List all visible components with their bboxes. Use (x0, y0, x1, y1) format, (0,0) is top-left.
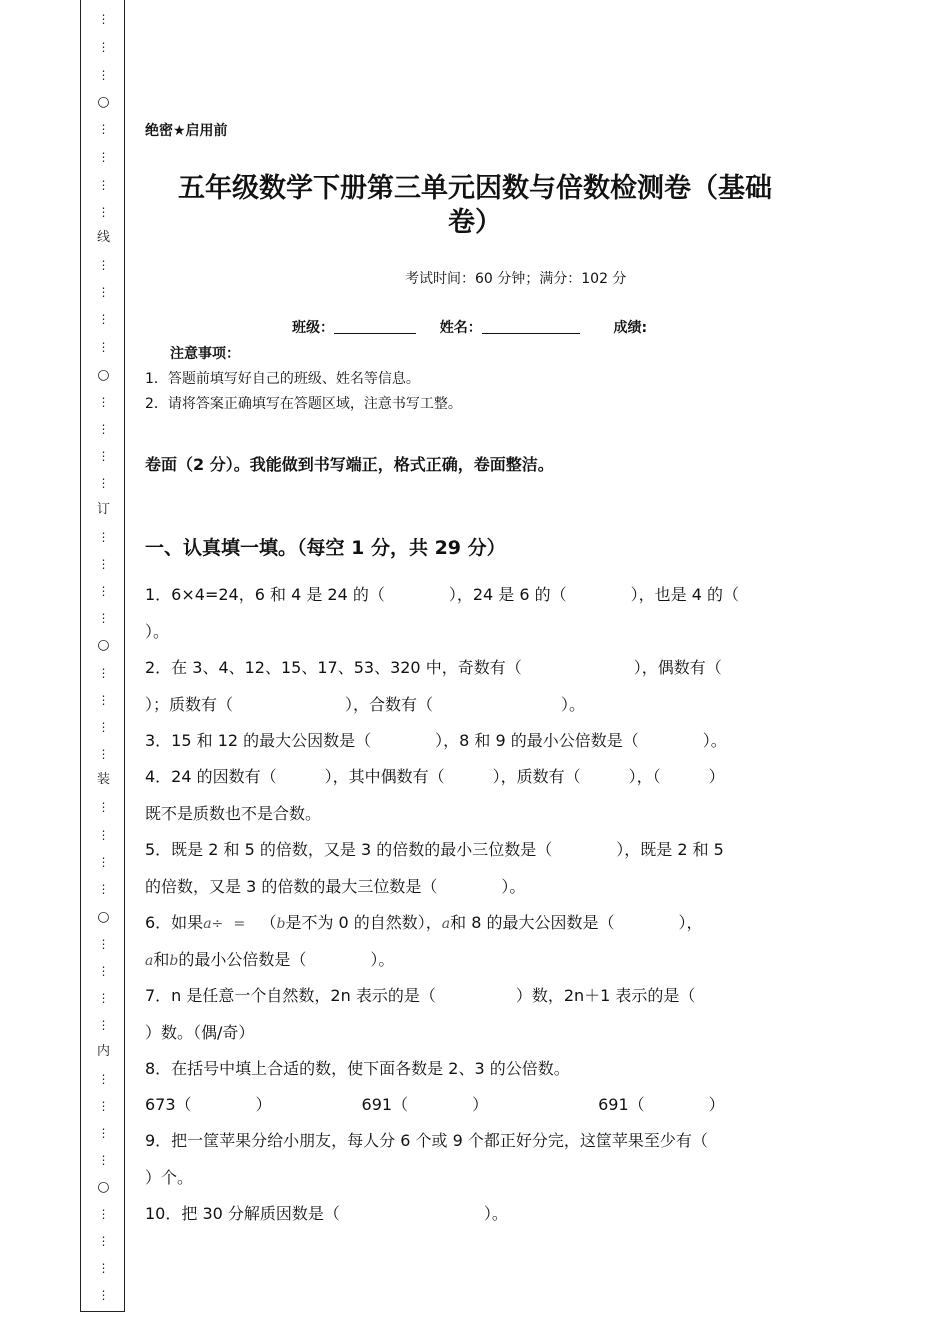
q6-text-a: 6．如果 (145, 913, 204, 932)
page-title (150, 172, 800, 240)
binding-circle: ○ (97, 909, 110, 925)
binding-dots: ⋮ (97, 476, 110, 490)
q6-text-c: 是不为 0 的自然数）， (285, 913, 442, 932)
question-1-line-1: 1．6×4=24，6 和 4 是 24 的（ ），24 是 6 的（ ），也是 4 的（ (145, 585, 740, 604)
notes-title: 注意事项： (170, 346, 240, 362)
binding-dots: ⋮ (97, 285, 110, 299)
q6-text-d: 和 8 的最大公因数是（ ）， (450, 913, 703, 932)
q8-item-691-b: 691（ ） (598, 1095, 725, 1114)
binding-dots: ⋮ (97, 693, 110, 707)
binding-dots: ⋮ (97, 258, 110, 272)
question-6-line-1 (145, 905, 800, 942)
binding-dots: ⋮ (97, 395, 110, 409)
var-b: b (169, 953, 179, 969)
var-b: b (276, 916, 286, 932)
question-7-line-2: ）数。（偶/奇） (145, 1023, 255, 1042)
binding-dots: ⋮ (97, 150, 110, 164)
question-8-items (145, 1087, 800, 1123)
binding-circle: ○ (97, 637, 110, 653)
binding-dots: ⋮ (97, 666, 110, 680)
note-item-2: 2．请将答案正确填写在答题区域，注意书写工整。 (145, 396, 462, 412)
binding-dots: ⋮ (97, 1018, 110, 1032)
question-10: 10．把 30 分解质因数是（ ）。 (145, 1204, 508, 1223)
question-1-line-2: ）。 (145, 622, 170, 641)
binding-dots: ⋮ (97, 882, 110, 896)
binding-dots: ⋮ (97, 1126, 110, 1140)
q6-text-f: 的最小公倍数是（ ）。 (178, 950, 395, 969)
section-1-title: 一、认真填一填。（每空 1 分，共 29 分） (145, 537, 506, 559)
binding-circle: ○ (97, 367, 110, 383)
question-3: 3．15 和 12 的最大公因数是（ ），8 和 9 的最小公倍数是（ ）。 (145, 731, 727, 750)
binding-dots: ⋮ (97, 611, 110, 625)
var-a: a (203, 916, 212, 932)
student-info-row (292, 317, 647, 337)
binding-dots: ⋮ (97, 937, 110, 951)
binding-dots: ⋮ (97, 122, 110, 136)
question-2-line-2: ）；质数有（ ），合数有（ ）。 (145, 695, 586, 714)
binding-dots: ⋮ (97, 312, 110, 326)
q6-text-e: 和 (153, 950, 170, 969)
binding-dots: ⋮ (97, 1288, 110, 1302)
binding-circle: ○ (97, 94, 110, 110)
score-label: 成绩: (613, 320, 648, 336)
appearance-note: 卷面（2 分）。我能做到书写端正，格式正确，卷面整洁。 (145, 455, 554, 474)
question-5-line-1: 5．既是 2 和 5 的倍数，又是 3 的倍数的最小三位数是（ ），既是 2 和 5 (145, 840, 724, 859)
binding-dots: ⋮ (97, 178, 110, 192)
question-8: 8．在括号中填上合适的数，使下面各数是 2、3 的公倍数。 (145, 1059, 570, 1078)
confidential-label: 绝密★启用前 (145, 123, 228, 139)
binding-char-xian: 线 (96, 230, 110, 245)
exam-info: 考试时间：60 分钟；满分：102 分 (405, 271, 627, 287)
binding-dots: ⋮ (97, 205, 110, 219)
div-sign: ÷ (211, 916, 224, 932)
question-5-line-2: 的倍数，又是 3 的倍数的最大三位数是（ ）。 (145, 877, 526, 896)
q8-item-673: 673（ ） (145, 1095, 272, 1114)
binding-dots: ⋮ (97, 1234, 110, 1248)
binding-dots: ⋮ (97, 1207, 110, 1221)
q8-item-691-a: 691（ ） (361, 1095, 489, 1114)
binding-dots: ⋮ (97, 991, 110, 1005)
binding-dots: ⋮ (97, 530, 110, 544)
binding-dots: ⋮ (97, 1072, 110, 1086)
binding-dots: ⋮ (97, 747, 110, 761)
binding-dots: ⋮ (97, 40, 110, 54)
class-blank[interactable] (334, 319, 416, 334)
binding-dots: ⋮ (97, 828, 110, 842)
class-label: 班级： (292, 320, 334, 336)
question-4-line-2: 既不是质数也不是合数。 (145, 804, 322, 823)
binding-dots: ⋮ (97, 584, 110, 598)
question-7-line-1: 7．n 是任意一个自然数，2n 表示的是（ ）数，2n＋1 表示的是（ (145, 986, 696, 1005)
binding-margin (80, 0, 125, 1312)
title-line-2: 卷） (448, 207, 502, 238)
binding-dots: ⋮ (97, 340, 110, 354)
binding-char-zhuang: 装 (96, 772, 110, 787)
binding-dots: ⋮ (97, 449, 110, 463)
binding-dots: ⋮ (97, 964, 110, 978)
binding-char-nei: 内 (96, 1044, 110, 1059)
binding-dots: ⋮ (97, 720, 110, 734)
binding-dots: ⋮ (97, 68, 110, 82)
question-2-line-1: 2．在 3、4、12、15、17、53、320 中，奇数有（ ），偶数有（ (145, 658, 722, 677)
binding-dots: ⋮ (97, 1099, 110, 1113)
note-item-1: 1．答题前填写好自己的班级、姓名等信息。 (145, 371, 420, 387)
question-9-line-1: 9．把一筐苹果分给小朋友，每人分 6 个或 9 个都正好分完，这筐苹果至少有（ (145, 1131, 708, 1150)
title-line-1: 五年级数学下册第三单元因数与倍数检测卷（基础 (178, 173, 772, 204)
var-a: a (145, 953, 154, 969)
question-4-line-1: 4．24 的因数有（ ），其中偶数有（ ），质数有（ ），（ ） (145, 767, 725, 786)
name-blank[interactable] (482, 319, 580, 334)
binding-char-ding: 订 (96, 502, 110, 517)
var-a: a (441, 916, 451, 932)
binding-dots: ⋮ (97, 800, 110, 814)
q6-text-b: （ (260, 913, 277, 932)
question-6-line-2 (145, 942, 800, 979)
binding-circle: ○ (97, 1179, 110, 1195)
binding-dots: ⋮ (97, 855, 110, 869)
name-label: 姓名： (439, 320, 482, 336)
binding-dots: ⋮ (97, 557, 110, 571)
binding-dots: ⋮ (97, 1153, 110, 1167)
binding-dots: ⋮ (97, 422, 110, 436)
binding-dots: ⋮ (97, 1261, 110, 1275)
binding-dots: ⋮ (97, 12, 110, 26)
eq-sign: = (233, 916, 246, 932)
question-9-line-2: ）个。 (145, 1168, 194, 1187)
